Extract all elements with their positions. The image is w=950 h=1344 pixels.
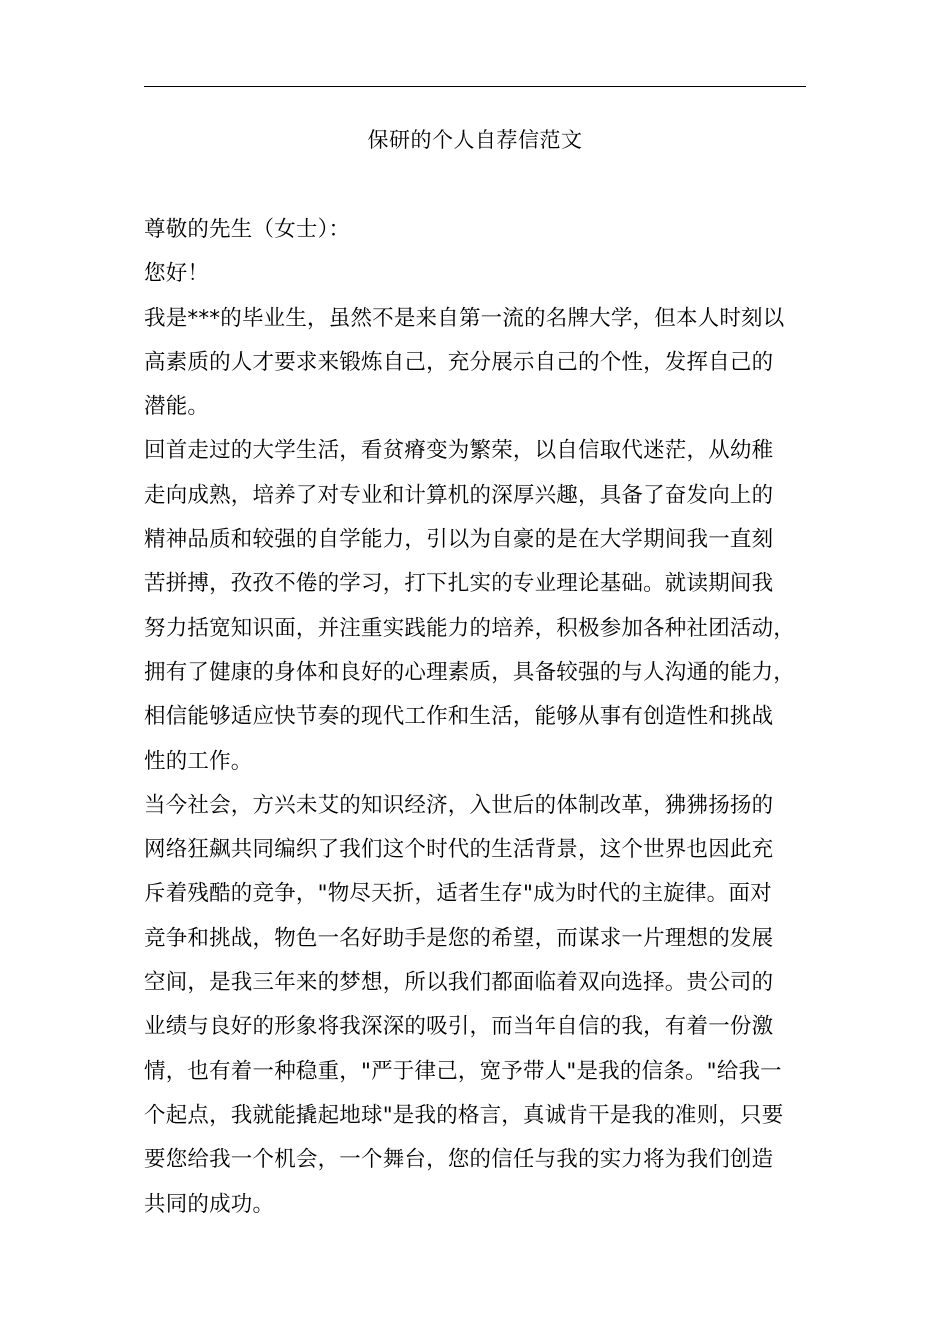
text-line: 斥着残酷的竞争，"物尽天折，适者生存"成为时代的主旋律。面对: [144, 881, 772, 907]
text-line: 当今社会，方兴未艾的知识经济，入世后的体制改革，狒狒扬扬的: [144, 792, 774, 818]
greeting-line: 您好！: [144, 261, 210, 287]
text-line: 网络狂飙共同编织了我们这个时代的生活背景，这个世界也因此充: [144, 837, 774, 863]
document-title: 保研的个人自荐信范文: [367, 128, 583, 152]
header-rule: [144, 86, 806, 87]
letter-body: [144, 208, 816, 1227]
text-line: 情，也有着一种稳重，"严于律己，宽予带人"是我的信条。"给我一: [144, 1058, 782, 1084]
text-line: 回首走过的大学生活，看贫瘠变为繁荣，以自信取代迷茫，从幼稚: [144, 438, 774, 464]
text-line: 个起点，我就能撬起地球"是我的格言，真诚肯干是我的准则，只要: [144, 1102, 784, 1128]
text-line: 走向成熟，培养了对专业和计算机的深厚兴趣，具备了奋发向上的: [144, 482, 774, 508]
text-line: 相信能够适应快节奏的现代工作和生活，能够从事有创造性和挑战: [144, 704, 774, 730]
text-line: 精神品质和较强的自学能力，引以为自豪的是在大学期间我一直刻: [144, 527, 774, 553]
text-line: 努力括宽知识面，并注重实践能力的培养，积极参加各种社团活动，: [144, 615, 796, 641]
text-line: 高素质的人才要求来锻炼自己，充分展示自己的个性，发挥自己的: [144, 349, 774, 375]
salutation-line: 尊敬的先生（女士）：: [144, 217, 351, 242]
text-line: 业绩与良好的形象将我深深的吸引，而当年自信的我，有着一份激: [144, 1014, 774, 1040]
text-line: 竞争和挑战，物色一名好助手是您的希望，而谋求一片理想的发展: [144, 925, 774, 951]
text-line: 拥有了健康的身体和良好的心理素质，具备较强的与人沟通的能力，: [144, 659, 796, 685]
text-line: 潜能。: [144, 394, 210, 420]
text-line: 苦拼搏，孜孜不倦的学习，打下扎实的专业理论基础。就读期间我: [144, 571, 774, 597]
text-line: 共同的成功。: [144, 1191, 275, 1217]
text-line: 我是***的毕业生，虽然不是来自第一流的名牌大学，但本人时刻以: [144, 305, 785, 331]
text-line: 空间，是我三年来的梦想，所以我们都面临着双向选择。贵公司的: [144, 970, 774, 996]
text-line: 要您给我一个机会，一个舞台，您的信任与我的实力将为我们创造: [144, 1147, 774, 1173]
text-line: 性的工作。: [144, 748, 253, 774]
